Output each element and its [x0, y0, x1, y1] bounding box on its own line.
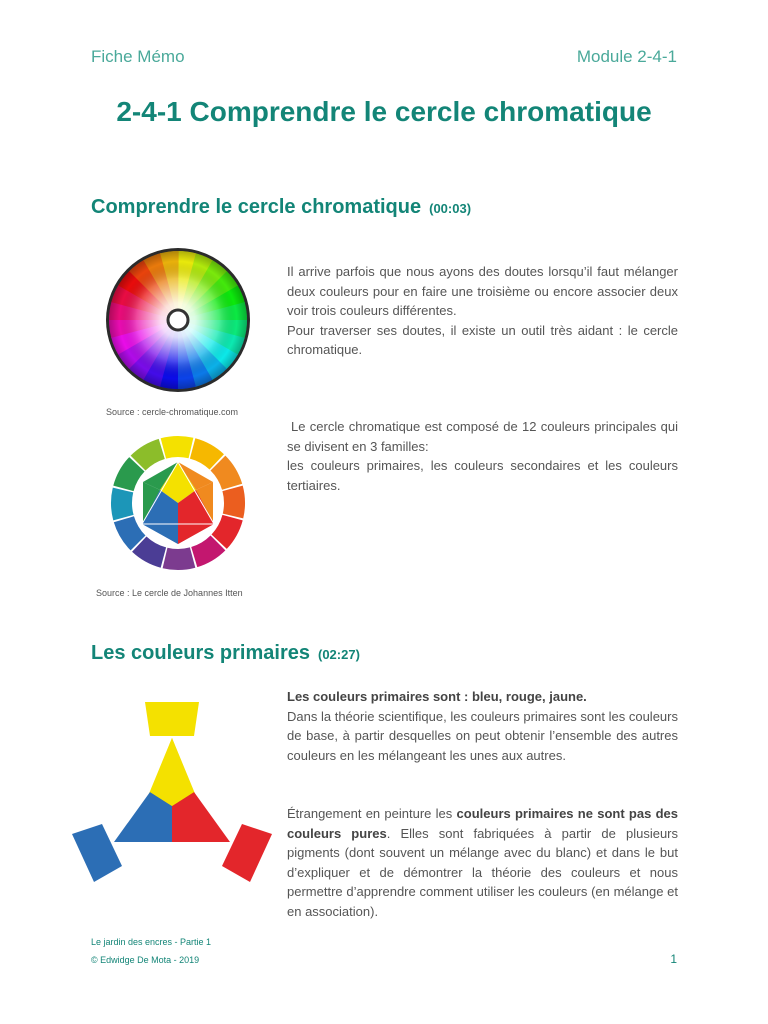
page-title: 2-4-1 Comprendre le cercle chromatique: [116, 96, 652, 127]
header-right: Module 2-4-1: [576, 47, 677, 66]
section-heading-cercle: [91, 196, 471, 219]
itten-ring-segment: [111, 488, 134, 521]
intro-paragraph: [287, 262, 678, 360]
section-heading-text: Comprendre le cercle chromatique: [91, 196, 422, 218]
footer-series: Le jardin des encres - Partie 1: [91, 937, 212, 947]
primaires-text-1: Dans la théorie scientifique, les couleurs primaires sont les couleurs de base, à partir desquelles on peut obtenir l’ensemble des autres couleurs en les mélangeant les unes aux autres.: [287, 708, 678, 763]
primaires-lead: Les couleurs primaires sont : bleu, rouge, jaune.: [287, 689, 587, 704]
primary-colors-diagram: [70, 698, 274, 884]
itten-ring-segment: [163, 547, 196, 570]
intro-text-2: Pour traverser ses doutes, il existe un outil très aidant : le cercle chromatique.: [287, 322, 678, 357]
page-number: 1: [670, 952, 677, 966]
itten-ring-segment: [161, 436, 194, 459]
itten-ring-segment: [222, 486, 245, 519]
composition-text-1: Le cercle chromatique est composé de 12 couleurs principales qui se divisent en 3 familles:: [287, 419, 678, 454]
primaires-paragraph-2: [287, 804, 678, 921]
section-timestamp: (02:27): [317, 647, 360, 662]
section-timestamp: (00:03): [429, 201, 472, 216]
image-caption-1: Source : cercle-chromatique.com: [106, 407, 239, 417]
itten-wheel-image: [110, 434, 246, 572]
composition-text-2: les couleurs primaires, les couleurs secondaires et les couleurs tertiaires.: [287, 458, 678, 493]
footer-copyright: © Edwidge De Mota - 2019: [91, 955, 200, 965]
header-left: Fiche Mémo: [91, 47, 185, 66]
primaires-paragraph-1: [287, 687, 678, 765]
primaires-text-2-start: Étrangement en peinture les: [287, 806, 457, 821]
section-heading-primaires: [91, 642, 360, 665]
color-wheel-image: [106, 248, 250, 392]
composition-paragraph: [287, 417, 678, 495]
intro-text-1: Il arrive parfois que nous ayons des doutes lorsqu’il faut mélanger deux couleurs pour en faire une troisième ou encore associer deux voir trois couleurs différentes.: [287, 264, 678, 318]
primaires-text-2-end: . Elles sont fabriquées à partir de plusieurs pigments (dont souvent un mélange avec du blanc) et dans le but d’expliquer et de démontrer la théorie des couleurs et nous permettre d’apprendre comment utiliser les couleurs (en mélange et en association).: [287, 825, 679, 919]
primaires-text-2-bold: couleurs primaires ne sont pas des couleurs pures: [287, 806, 678, 841]
section-heading-text: Les couleurs primaires: [91, 642, 310, 664]
image-caption-2: Source : Le cercle de Johannes Itten: [96, 588, 243, 598]
